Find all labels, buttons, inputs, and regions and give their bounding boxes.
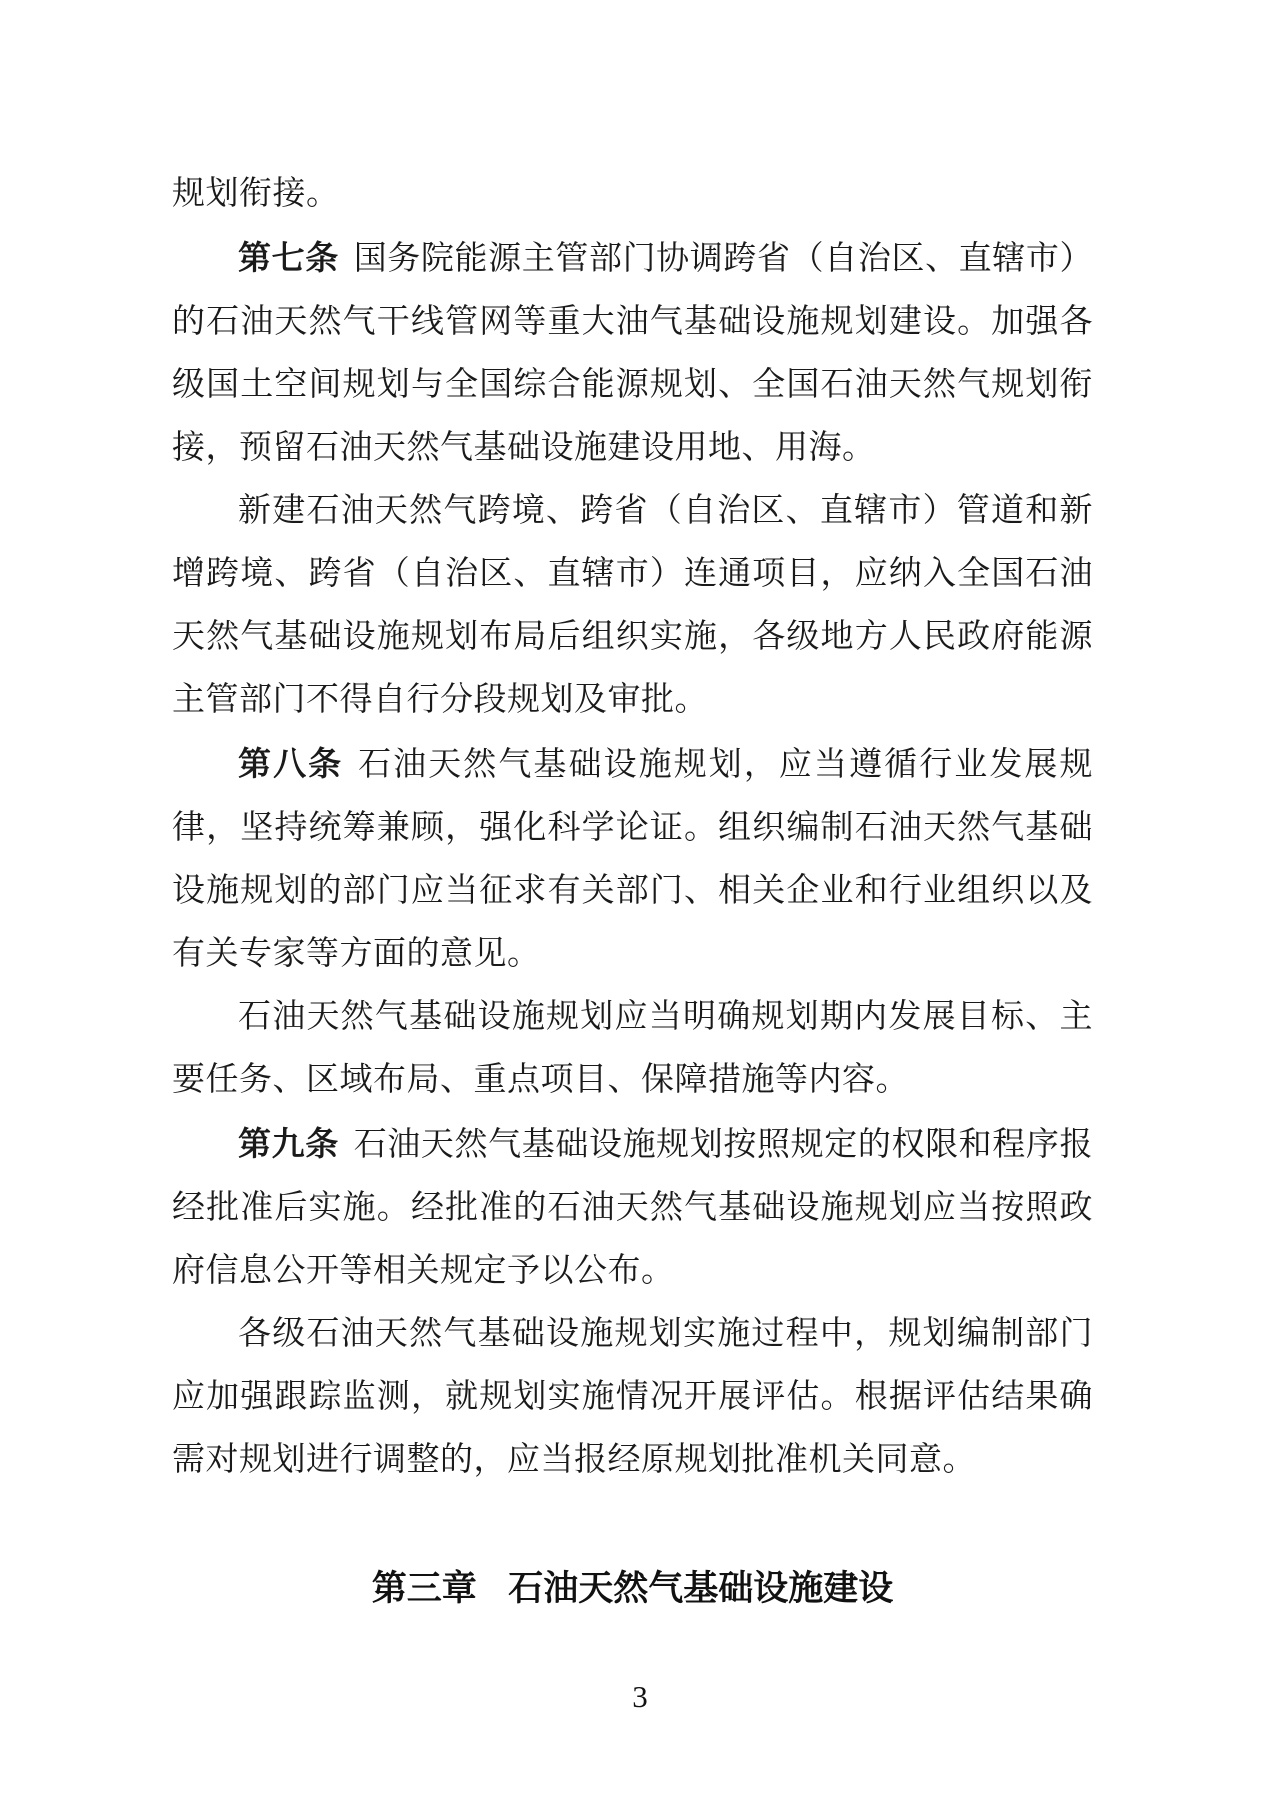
body-paragraph: [172, 732, 1093, 986]
chapter-number: 第三章: [371, 1569, 477, 1608]
body-paragraph: 石油天然气基础设施规划应当明确规划期内发展目标、主要任务、区域布局、重点项目、保障措施等内容。: [172, 999, 1093, 1098]
body-paragraph: [172, 226, 1093, 480]
document-body: [172, 163, 1093, 1620]
article-number-label: 第七条: [238, 239, 339, 276]
paragraph-text: 石油天然气基础设施规划，应当遵循行业发展规律，坚持统筹兼顾，强化科学论证。组织编制石油天然气基础设施规划的部门应当征求有关部门、相关企业和行业组织以及有关专家等方面的意见。: [172, 747, 1094, 972]
page-number: 3: [632, 1679, 648, 1714]
article-number-label: 第八条: [238, 745, 344, 782]
paragraph-text: 国务院能源主管部门协调跨省（自治区、直辖市）的石油天然气干线管网等重大油气基础设施规划建设。加强各级国土空间规划与全国综合能源规划、全国石油天然气规划衔接，预留石油天然气基础设施建设用地、用海。: [172, 241, 1094, 466]
chapter-heading: [172, 1557, 1093, 1620]
body-paragraph: 各级石油天然气基础设施规划实施过程中，规划编制部门应加强跟踪监测，就规划实施情况开展评估。根据评估结果确需对规划进行调整的，应当报经原规划批准机关同意。: [172, 1316, 1093, 1478]
chapter-title: 石油天然气基础设施建设: [508, 1569, 894, 1608]
body-paragraph: 新建石油天然气跨境、跨省（自治区、直辖市）管道和新增跨境、跨省（自治区、直辖市）连通项目，应纳入全国石油天然气基础设施规划布局后组织实施，各级地方人民政府能源主管部门不得自行分段规划及审批。: [172, 493, 1093, 718]
body-paragraph: [172, 1112, 1093, 1303]
paragraph-text: 石油天然气基础设施规划按照规定的权限和程序报经批准后实施。经批准的石油天然气基础设施规划应当按照政府信息公开等相关规定予以公布。: [172, 1127, 1094, 1289]
article-number-label: 第九条: [238, 1125, 339, 1162]
body-paragraph: 规划衔接。: [172, 176, 340, 212]
